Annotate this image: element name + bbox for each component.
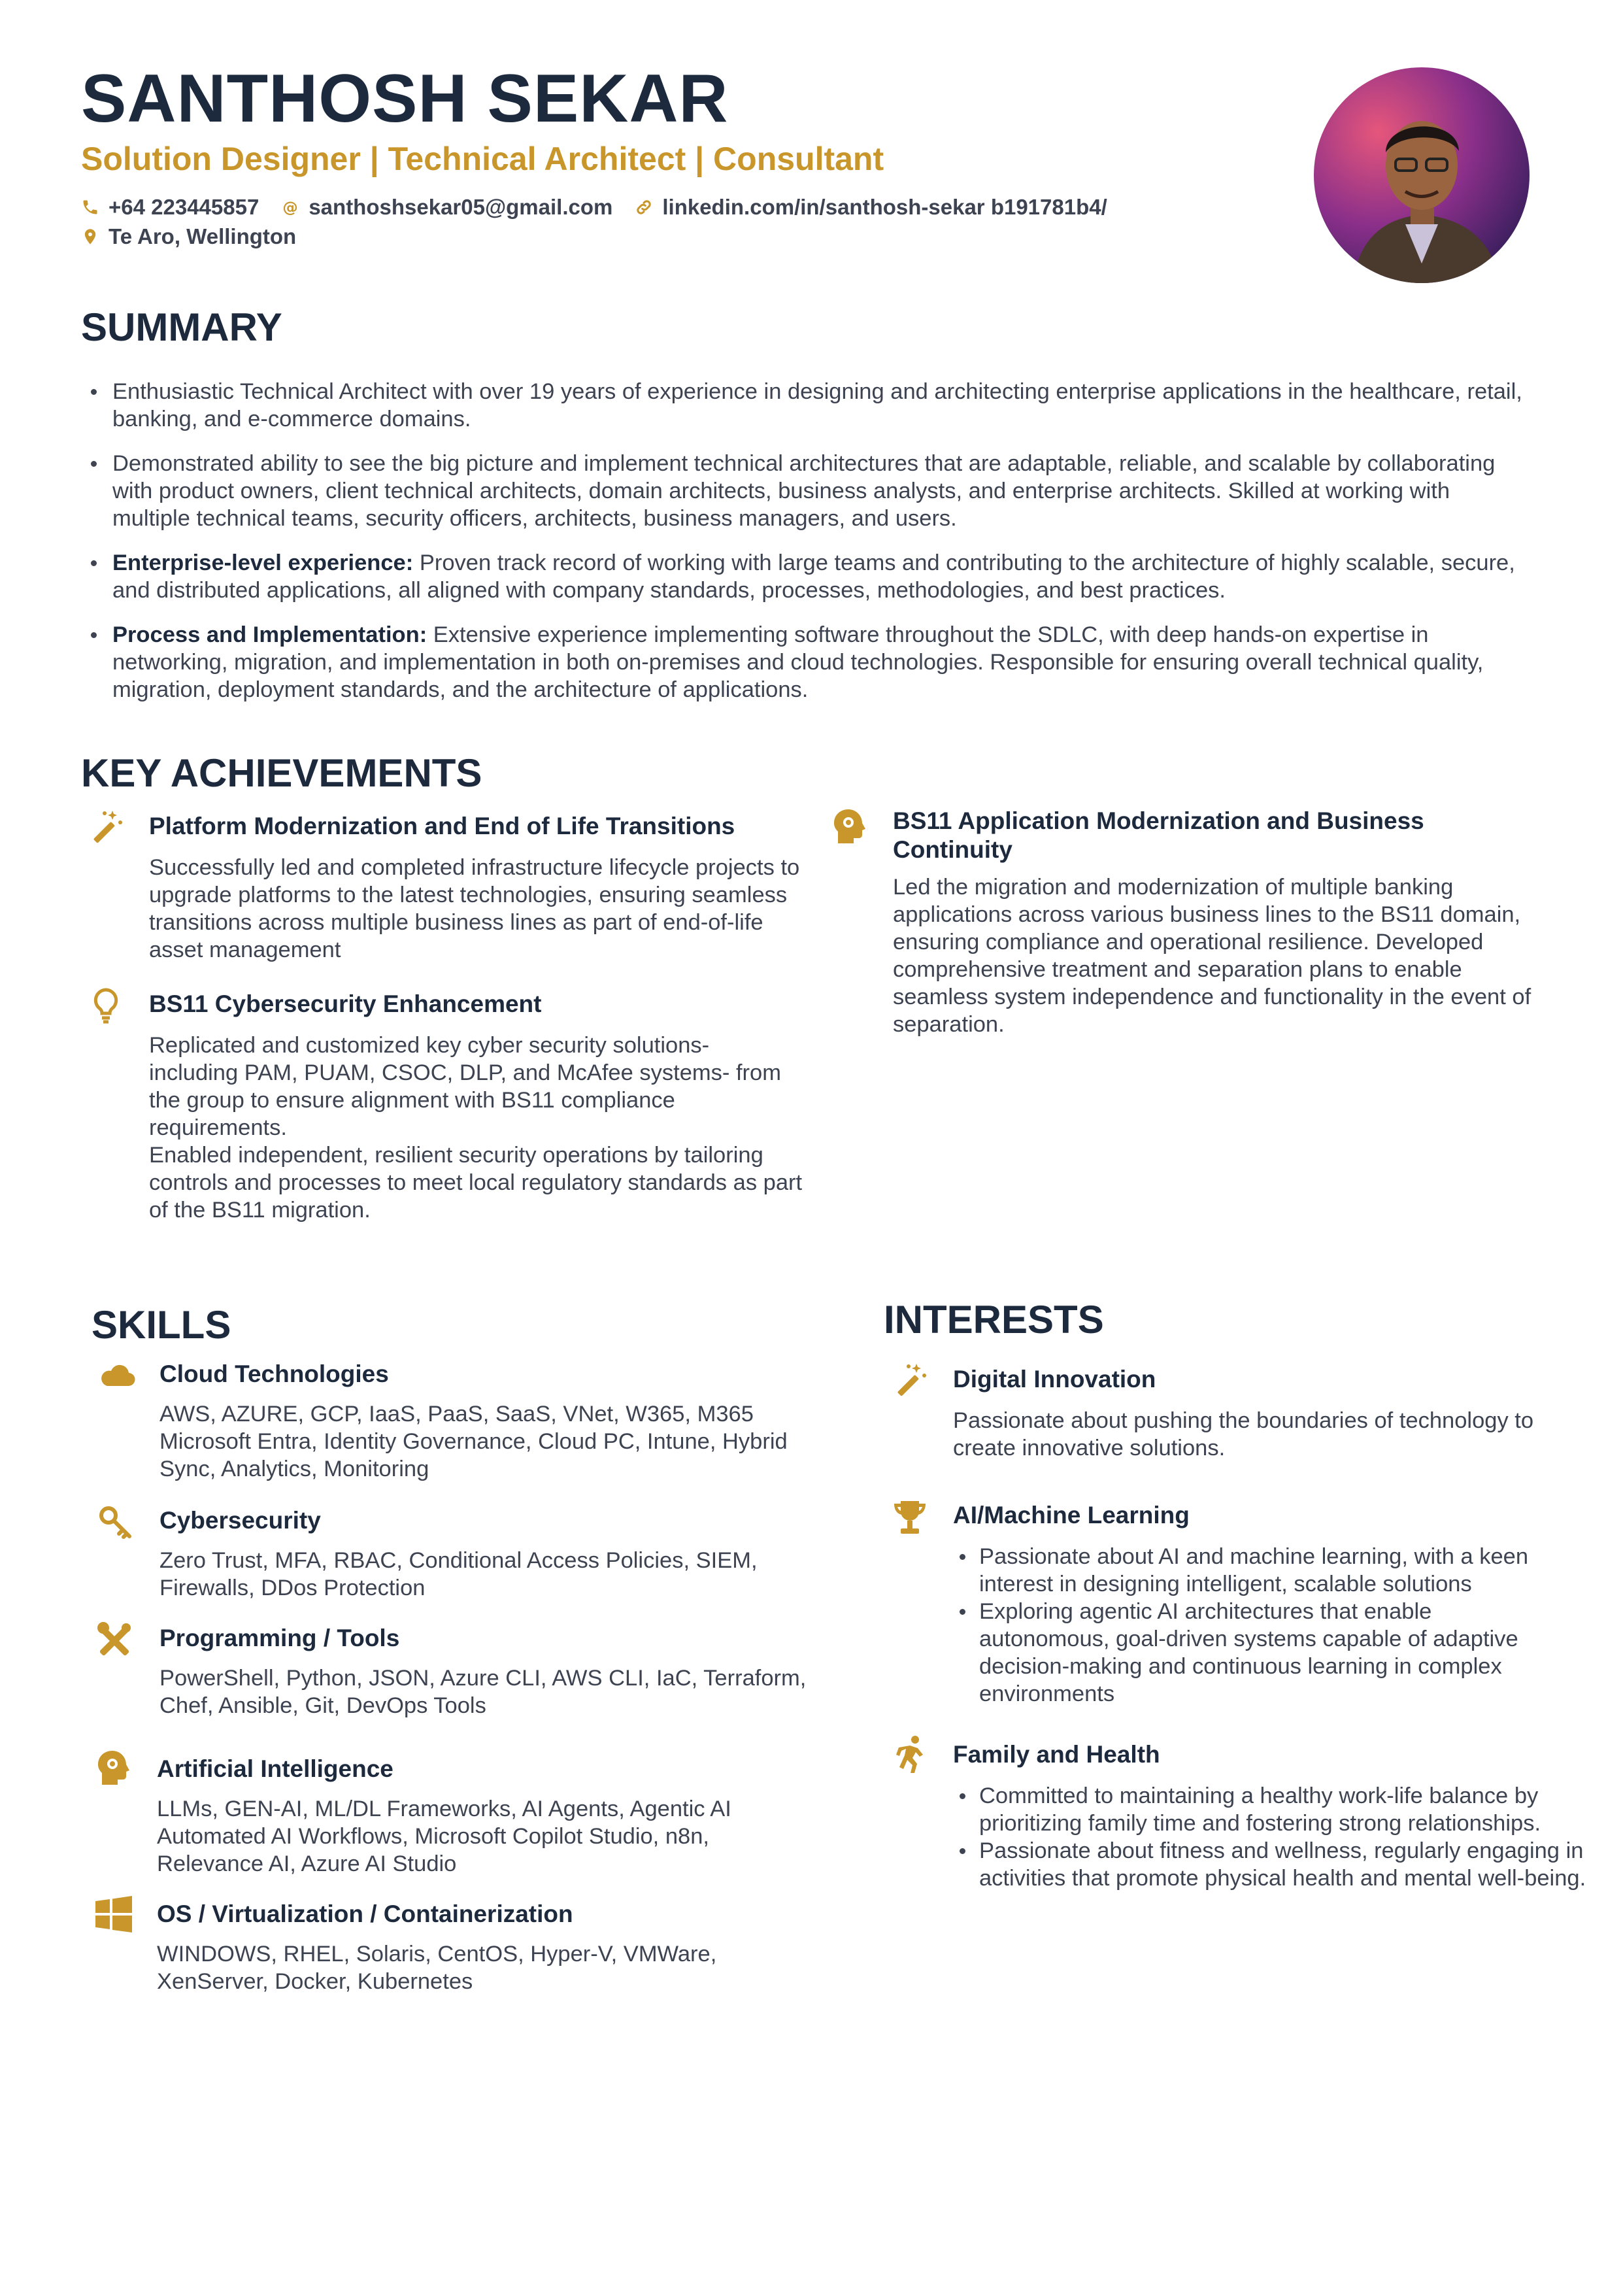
skill-body: AWS, AZURE, GCP, IaaS, PaaS, SaaS, VNet, W365, M365 Microsoft Entra, Identity Governance, Cloud PC, Intune, Hybrid Sync, Analytics, Monitoring — [159, 1402, 788, 1481]
key-icon — [97, 1502, 136, 1542]
phone-contact — [81, 195, 259, 220]
summary-list — [81, 378, 1532, 720]
skill-body: LLMs, GEN-AI, ML/DL Frameworks, AI Agents, Agentic AI Automated AI Workflows, Microsoft Copilot Studio, n8n, Relevance AI, Azure AI Studio — [157, 1797, 731, 1876]
profile-photo — [1314, 67, 1530, 283]
interest-bullet: Passionate about AI and machine learning, with a keen interest in designing intelligent, scalable solutions — [953, 1543, 1567, 1598]
location-text: Te Aro, Wellington — [109, 224, 297, 248]
interest-bullets — [953, 1782, 1600, 1892]
magic-wand-icon — [890, 1361, 929, 1400]
running-icon — [890, 1734, 929, 1773]
phone-number: +64 223445857 — [109, 195, 259, 219]
achievement-body: Replicated and customized key cyber security solutions- including PAM, PUAM, CSOC, DLP, and McAfee systems- from the group to ensure alignment with BS11 compliance requirements. Enabled independent, resilient security operations by tailoring controls and processes to meet local regulatory standards as part of the BS11 migration. — [149, 1033, 803, 1223]
candidate-name: SANTHOSH SEKAR — [81, 61, 729, 137]
summary-item: Process and Implementation: Extensive experience implementing software throughout the SDLC, with deep hands-on expertise in networking, migration, and implementation in both on-premises and cloud technologies. Responsible for ensuring overall technical quality, migration, deployment standards, and the architecture of applications. — [81, 621, 1532, 703]
skill-title: Cloud Technologies — [159, 1360, 389, 1387]
head-brain-icon — [94, 1748, 133, 1787]
windows-icon — [94, 1895, 133, 1934]
interest-body: Passionate about pushing the boundaries of technology to create innovative solutions. — [953, 1408, 1534, 1460]
achievement-title: BS11 Application Modernization and Business Continuity — [893, 807, 1424, 863]
skills-title: SKILLS — [92, 1303, 231, 1347]
summary-item: Enthusiastic Technical Architect with over 19 years of experience in designing and architecting enterprise applications in the healthcare, retail, banking, and e-commerce domains. — [81, 378, 1532, 433]
skill-title: Artificial Intelligence — [157, 1755, 393, 1782]
skill-body: Zero Trust, MFA, RBAC, Conditional Access Policies, SIEM, Firewalls, DDos Protection — [159, 1548, 758, 1600]
location-contact — [81, 224, 296, 249]
achievement-title: Platform Modernization and End of Life Transitions — [149, 813, 735, 839]
interest-bullet: Committed to maintaining a healthy work-life balance by prioritizing family time and fostering strong relationships. — [953, 1782, 1600, 1837]
skill-title: OS / Virtualization / Containerization — [157, 1900, 573, 1927]
achievement-title: BS11 Cybersecurity Enhancement — [149, 990, 542, 1017]
link-icon — [635, 198, 653, 216]
summary-item: Enterprise-level experience: Proven track record of working with large teams and contributing to the architecture of highly scalable, secure, and distributed applications, all aligned with company standards, processes, methodologies, and best practices. — [81, 549, 1532, 604]
skill-body: PowerShell, Python, JSON, Azure CLI, AWS CLI, IaC, Terraform, Chef, Ansible, Git, DevOps Tools — [159, 1666, 807, 1718]
linkedin-url[interactable]: linkedin.com/in/santhosh-sekar b191781b4/ — [662, 195, 1107, 219]
interests-title: INTERESTS — [884, 1298, 1104, 1342]
candidate-subtitle: Solution Designer | Technical Architect | Consultant — [81, 141, 884, 177]
location-pin-icon — [81, 228, 99, 246]
email-address[interactable]: santhoshsekar05@gmail.com — [309, 195, 613, 219]
svg-text:@: @ — [282, 198, 298, 216]
skill-title: Cybersecurity — [159, 1507, 321, 1534]
skill-body: WINDOWS, RHEL, Solaris, CentOS, Hyper-V, VMWare, XenServer, Docker, Kubernetes — [157, 1942, 717, 1994]
cloud-icon — [97, 1356, 136, 1395]
trophy-icon — [890, 1498, 929, 1538]
achievement-body: Successfully led and completed infrastructure lifecycle projects to upgrade platforms to the latest technologies, ensuring seamless transitions across multiple business lines as part of end-of-life asset management — [149, 855, 800, 962]
interest-title: Digital Innovation — [953, 1366, 1156, 1393]
interest-bullet: Exploring agentic AI architectures that enable autonomous, goal-driven systems capable of adaptive decision-making and continuous learning in complex environments — [953, 1598, 1567, 1708]
lightbulb-icon — [86, 986, 125, 1025]
email-contact[interactable] — [281, 195, 612, 220]
linkedin-contact[interactable] — [635, 195, 1107, 220]
contact-row-1 — [81, 195, 1129, 220]
interest-title: AI/Machine Learning — [953, 1502, 1190, 1528]
achievement-body: Led the migration and modernization of multiple banking applications across various business lines to the BS11 domain, ensuring compliance and operational resilience. Developed comprehensive treatment and separation plans to enable seamless system independence and functionality in the event of separation. — [893, 875, 1531, 1037]
interest-bullet: Passionate about fitness and wellness, regularly engaging in activities that promote physical health and mental well-being. — [953, 1837, 1600, 1892]
tools-icon — [95, 1620, 135, 1659]
at-icon — [281, 198, 299, 216]
magic-wand-icon — [86, 808, 125, 847]
achievements-title: KEY ACHIEVEMENTS — [81, 751, 482, 795]
interest-bullets — [953, 1543, 1567, 1708]
contact-row-2 — [81, 224, 318, 249]
phone-icon — [81, 198, 99, 216]
head-brain-icon — [830, 807, 869, 846]
summary-title: SUMMARY — [81, 305, 282, 349]
summary-item: Demonstrated ability to see the big picture and implement technical architectures that are adaptable, reliable, and scalable by collaborating with product owners, client technical architects, domain architects, business analysts, and enterprise architects. Skilled at working with multiple technical teams, security officers, architects, business managers, and users. — [81, 450, 1532, 532]
skill-title: Programming / Tools — [159, 1625, 400, 1651]
interest-title: Family and Health — [953, 1741, 1160, 1768]
